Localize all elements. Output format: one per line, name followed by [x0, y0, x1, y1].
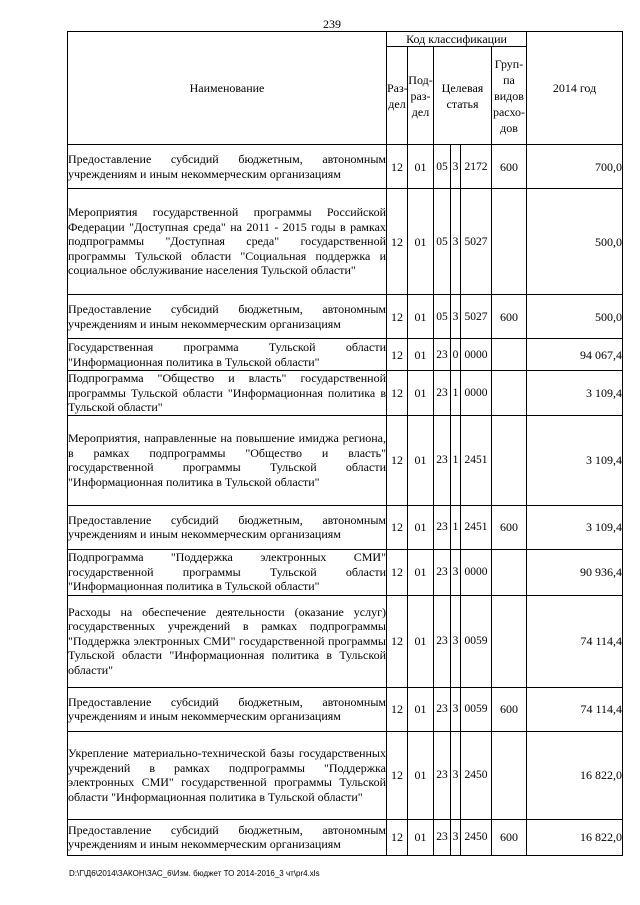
row-target-program: 23 — [434, 549, 451, 595]
row-target-program: 05 — [434, 189, 451, 295]
row-podrazdel: 01 — [408, 145, 434, 189]
row-target-direction: 0000 — [461, 371, 492, 416]
header-podrazdel: Под-раз-дел — [408, 47, 434, 145]
row-expense-group — [492, 415, 527, 505]
row-expense-group: 600 — [492, 145, 527, 189]
row-amount: 16 822,0 — [527, 819, 623, 855]
row-amount: 500,0 — [527, 295, 623, 339]
table-row — [68, 595, 623, 687]
row-razdel: 12 — [387, 371, 408, 416]
row-target-direction: 0000 — [461, 339, 492, 371]
row-name: Предоставление субсидий бюджетным, автономным учреждениям и иным некоммерческим организациям — [68, 505, 387, 549]
row-expense-group — [492, 549, 527, 595]
row-target-program: 23 — [434, 687, 451, 731]
row-name: Предоставление субсидий бюджетным, автономным учреждениям и иным некоммерческим организациям — [68, 819, 387, 855]
row-target-subprogram: 3 — [451, 687, 461, 731]
row-target-subprogram: 3 — [451, 595, 461, 687]
table-row — [68, 295, 623, 339]
row-target-subprogram: 3 — [451, 189, 461, 295]
page-number: 239 — [323, 17, 341, 31]
row-target-direction: 2451 — [461, 505, 492, 549]
row-name: Мероприятия, направленные на повышение имиджа региона, в рамках подпрограммы "Общество и власть" государственной программы Тульской области "Информационная политика в Тульской области" — [68, 415, 387, 505]
row-target-subprogram: 1 — [451, 415, 461, 505]
table-row — [68, 819, 623, 855]
row-expense-group — [492, 731, 527, 819]
table-body — [68, 145, 623, 856]
row-podrazdel: 01 — [408, 295, 434, 339]
table-row — [68, 339, 623, 371]
header-name: Наименование — [68, 32, 387, 145]
row-razdel: 12 — [387, 505, 408, 549]
row-target-subprogram: 3 — [451, 549, 461, 595]
table-row — [68, 731, 623, 819]
table-row — [68, 189, 623, 295]
row-target-subprogram: 3 — [451, 145, 461, 189]
row-podrazdel: 01 — [408, 549, 434, 595]
row-razdel: 12 — [387, 189, 408, 295]
row-expense-group: 600 — [492, 819, 527, 855]
row-amount: 94 067,4 — [527, 339, 623, 371]
row-expense-group: 600 — [492, 687, 527, 731]
row-target-subprogram: 3 — [451, 819, 461, 855]
table-row — [68, 145, 623, 189]
table-row — [68, 505, 623, 549]
row-expense-group: 600 — [492, 295, 527, 339]
header-group: Груп-па видов расхо-дов — [492, 47, 527, 145]
row-expense-group — [492, 371, 527, 416]
row-target-direction: 2172 — [461, 145, 492, 189]
row-razdel: 12 — [387, 145, 408, 189]
file-path-footer: D:\Г\Д6\2014\ЗАКОН\ЗАС_6\Изм. бюджет ТО 2014-2016_3 чт\pr4.xls — [69, 869, 320, 878]
row-target-direction: 5027 — [461, 295, 492, 339]
row-target-direction: 0059 — [461, 687, 492, 731]
table-row — [68, 687, 623, 731]
row-podrazdel: 01 — [408, 339, 434, 371]
row-target-direction: 5027 — [461, 189, 492, 295]
row-target-program: 23 — [434, 819, 451, 855]
row-target-direction: 2450 — [461, 819, 492, 855]
row-name: Расходы на обеспечение деятельности (оказание услуг) государственных учреждений в рамках подпрограммы "Поддержка электронных СМИ" государственной программы Тульской области "Информационная политика в Тульской области" — [68, 595, 387, 687]
row-expense-group — [492, 595, 527, 687]
row-amount: 16 822,0 — [527, 731, 623, 819]
table-row — [68, 549, 623, 595]
row-podrazdel: 01 — [408, 371, 434, 416]
row-target-program: 05 — [434, 295, 451, 339]
row-target-direction: 2450 — [461, 731, 492, 819]
row-target-direction: 0059 — [461, 595, 492, 687]
table-row — [68, 371, 623, 416]
row-target-program: 23 — [434, 505, 451, 549]
row-target-program: 23 — [434, 415, 451, 505]
row-razdel: 12 — [387, 549, 408, 595]
row-expense-group: 600 — [492, 505, 527, 549]
row-razdel: 12 — [387, 595, 408, 687]
row-podrazdel: 01 — [408, 415, 434, 505]
row-amount: 90 936,4 — [527, 549, 623, 595]
table-row — [68, 415, 623, 505]
header-year: 2014 год — [527, 32, 623, 145]
row-expense-group — [492, 339, 527, 371]
row-target-program: 23 — [434, 595, 451, 687]
row-podrazdel: 01 — [408, 687, 434, 731]
row-target-direction: 2451 — [461, 415, 492, 505]
row-target-subprogram: 3 — [451, 295, 461, 339]
row-name: Государственная программа Тульской области "Информационная политика в Тульской области" — [68, 340, 386, 369]
row-amount: 700,0 — [527, 145, 623, 189]
row-amount: 74 114,4 — [527, 595, 623, 687]
row-target-subprogram: 0 — [451, 339, 461, 371]
row-name: Подпрограмма "Общество и власть" государственной программы Тульской области "Информационная политика в Тульской области" — [68, 371, 386, 414]
row-podrazdel: 01 — [408, 505, 434, 549]
row-name: Укрепление материально-технической базы государственных учреждений в рамках подпрограммы "Поддержка электронных СМИ" государственной программы Тульской области "Информационная политика в Тульской области" — [68, 731, 387, 819]
row-target-program: 23 — [434, 371, 451, 416]
row-target-direction: 0000 — [461, 549, 492, 595]
row-podrazdel: 01 — [408, 595, 434, 687]
header-target: Целевая статья — [434, 47, 492, 145]
row-name: Предоставление субсидий бюджетным, автономным учреждениям и иным некоммерческим организациям — [68, 295, 387, 339]
row-amount: 3 109,4 — [527, 371, 623, 416]
row-razdel: 12 — [387, 339, 408, 371]
row-podrazdel: 01 — [408, 731, 434, 819]
row-name: Предоставление субсидий бюджетным, автономным учреждениям и иным некоммерческим организациям — [68, 687, 387, 731]
row-razdel: 12 — [387, 295, 408, 339]
budget-table — [67, 31, 623, 856]
row-amount: 74 114,4 — [527, 687, 623, 731]
row-amount: 500,0 — [527, 189, 623, 295]
row-target-program: 05 — [434, 145, 451, 189]
row-target-program: 23 — [434, 731, 451, 819]
row-podrazdel: 01 — [408, 819, 434, 855]
row-target-subprogram: 3 — [451, 731, 461, 819]
header-classification: Код классификации — [387, 32, 527, 47]
row-target-subprogram: 1 — [451, 505, 461, 549]
row-razdel: 12 — [387, 731, 408, 819]
row-name: Подпрограмма "Поддержка электронных СМИ" государственной программы Тульской области "Информационная политика в Тульской области" — [68, 550, 386, 594]
row-name: Мероприятия государственной программы Российской Федерации "Доступная среда" на 2011 - 2015 годы в рамках подпрограммы "Доступная среда" государственной программы Тульской области "Социальная поддержка и социальное обслуживание населения Тульской области" — [68, 189, 387, 295]
row-podrazdel: 01 — [408, 189, 434, 295]
table-header — [68, 32, 623, 145]
row-razdel: 12 — [387, 687, 408, 731]
row-amount: 3 109,4 — [527, 505, 623, 549]
row-expense-group — [492, 189, 527, 295]
header-razdel: Раз-дел — [387, 47, 408, 145]
row-razdel: 12 — [387, 819, 408, 855]
row-amount: 3 109,4 — [527, 415, 623, 505]
row-target-subprogram: 1 — [451, 371, 461, 416]
row-razdel: 12 — [387, 415, 408, 505]
row-target-program: 23 — [434, 339, 451, 371]
row-name: Предоставление субсидий бюджетным, автономным учреждениям и иным некоммерческим организациям — [68, 145, 387, 189]
